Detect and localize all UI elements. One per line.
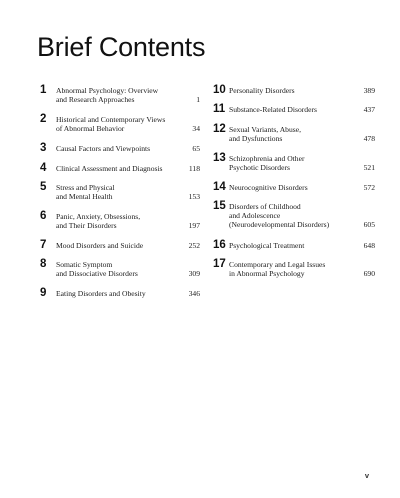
chapter-number: 9: [40, 287, 47, 299]
chapter-page: 521: [363, 163, 375, 172]
chapter-title: Stress and Physical and Mental Health: [56, 183, 115, 202]
chapter-number: 10: [213, 84, 226, 96]
chapter-page: 437: [363, 105, 375, 114]
chapter-title: Contemporary and Legal Issues in Abnormal Psychology: [229, 260, 326, 279]
chapter-number: 6: [40, 210, 47, 222]
chapter-number: 3: [40, 142, 47, 154]
chapter-number: 14: [213, 181, 226, 193]
chapter-page: 1: [196, 95, 200, 104]
chapter-page: 34: [192, 124, 200, 133]
chapter-number: 17: [213, 258, 226, 270]
chapter-title: Personality Disorders: [229, 86, 295, 95]
chapter-page: 118: [188, 164, 200, 173]
chapter-number: 12: [213, 123, 226, 135]
chapter-page: 346: [188, 289, 200, 298]
chapter-title: Causal Factors and Viewpoints: [56, 144, 151, 153]
chapter-number: 8: [40, 258, 47, 270]
chapter-page: 572: [363, 183, 375, 192]
chapter-number: 4: [40, 162, 47, 174]
chapter-number: 7: [40, 239, 47, 251]
chapter-page: 648: [363, 241, 375, 250]
chapter-number: 2: [40, 113, 47, 125]
chapter-title: Sexual Variants, Abuse, and Dysfunctions: [229, 125, 301, 144]
chapter-number: 16: [213, 239, 226, 251]
page-number: v: [364, 471, 369, 480]
chapter-title: Historical and Contemporary Views of Abnormal Behavior: [56, 115, 166, 134]
chapter-title: Neurocognitive Disorders: [229, 183, 308, 192]
page-title: Brief Contents: [37, 32, 206, 62]
chapter-title: Eating Disorders and Obesity: [56, 289, 146, 298]
chapter-page: 478: [363, 134, 375, 143]
chapter-title: Somatic Symptom and Dissociative Disorders: [56, 260, 138, 279]
chapter-number: 1: [40, 84, 47, 96]
chapter-title: Panic, Anxiety, Obsessions, and Their Disorders: [56, 212, 141, 231]
chapter-title: Disorders of Childhood and Adolescence (Neurodevelopmental Disorders): [229, 202, 330, 230]
chapter-number: 13: [213, 152, 226, 164]
chapter-title: Substance-Related Disorders: [229, 105, 317, 114]
chapter-page: 690: [363, 269, 375, 278]
chapter-page: 153: [188, 192, 200, 201]
chapter-page: 389: [363, 86, 375, 95]
chapter-title: Schizophrenia and Other Psychotic Disorders: [229, 154, 305, 173]
chapter-number: 15: [213, 200, 226, 212]
chapter-number: 5: [40, 181, 47, 193]
chapter-number: 11: [213, 103, 226, 115]
chapter-title: Clinical Assessment and Diagnosis: [56, 164, 163, 173]
chapter-title: Abnormal Psychology: Overview and Research Approaches: [56, 86, 159, 105]
chapter-title: Mood Disorders and Suicide: [56, 241, 144, 250]
chapter-page: 309: [188, 269, 200, 278]
chapter-page: 65: [192, 144, 200, 153]
chapter-page: 605: [363, 220, 375, 229]
chapter-page: 252: [188, 241, 200, 250]
chapter-title: Psychological Treatment: [229, 241, 305, 250]
chapter-page: 197: [188, 221, 200, 230]
